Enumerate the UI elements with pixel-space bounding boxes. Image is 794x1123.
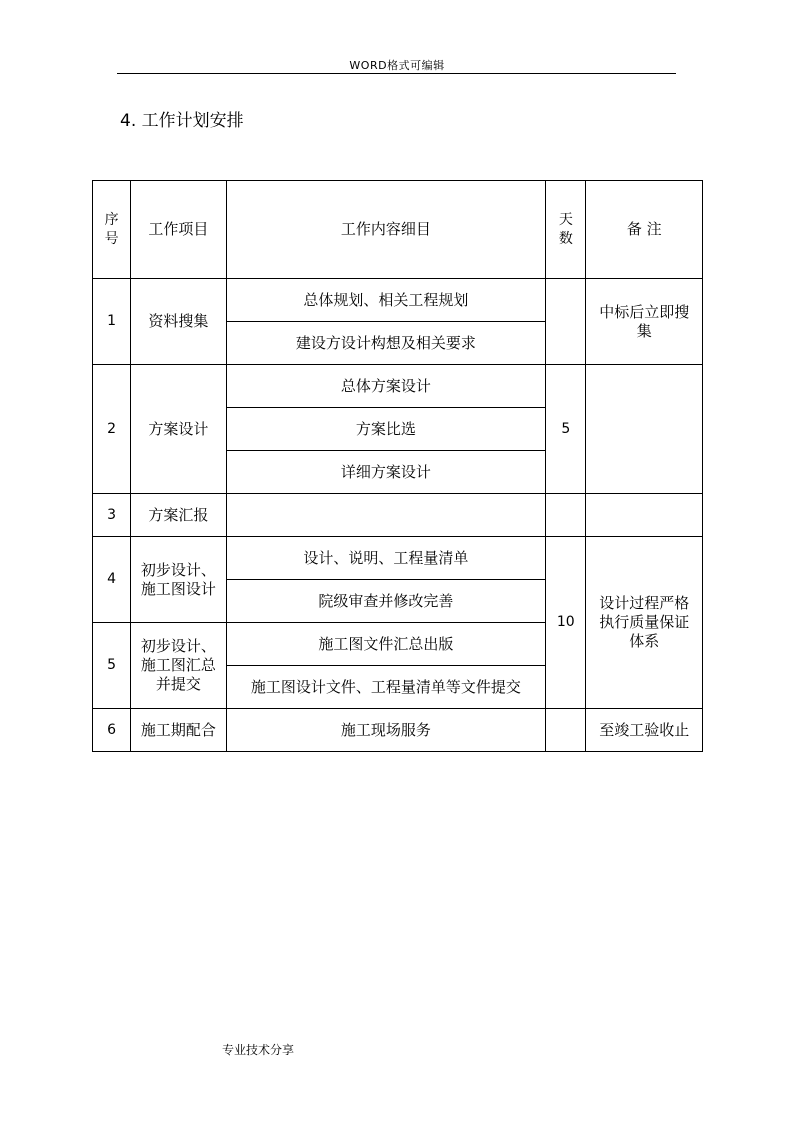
row-content: 施工图文件汇总出版 bbox=[226, 623, 546, 666]
work-plan-table bbox=[92, 180, 703, 752]
row-item: 方案设计 bbox=[131, 365, 226, 494]
row-days: 10 bbox=[546, 537, 586, 709]
header-no: 序号 bbox=[93, 181, 131, 279]
row-item: 施工期配合 bbox=[131, 709, 226, 752]
row-content: 详细方案设计 bbox=[226, 451, 546, 494]
page-header-text: WORD格式可编辑 bbox=[349, 59, 445, 72]
row-content: 总体规划、相关工程规划 bbox=[226, 279, 546, 322]
row-item: 初步设计、施工图汇总并提交 bbox=[131, 623, 226, 709]
row-content: 施工现场服务 bbox=[226, 709, 546, 752]
row-item: 资料搜集 bbox=[131, 279, 226, 365]
row-days bbox=[546, 279, 586, 365]
table-row bbox=[93, 709, 703, 752]
table-header-row bbox=[93, 181, 703, 279]
row-content: 院级审查并修改完善 bbox=[226, 580, 546, 623]
row-content: 总体方案设计 bbox=[226, 365, 546, 408]
table-row bbox=[93, 537, 703, 580]
row-no: 4 bbox=[93, 537, 131, 623]
page-footer-text: 专业技术分享 bbox=[222, 1043, 295, 1057]
table-row bbox=[93, 279, 703, 322]
row-note: 至竣工验收止 bbox=[586, 709, 703, 752]
row-item: 初步设计、施工图设计 bbox=[131, 537, 226, 623]
row-days bbox=[546, 709, 586, 752]
header-rule bbox=[117, 73, 676, 74]
header-item: 工作项目 bbox=[131, 181, 226, 279]
row-note: 中标后立即搜集 bbox=[586, 279, 703, 365]
row-note bbox=[586, 365, 703, 494]
row-content: 设计、说明、工程量清单 bbox=[226, 537, 546, 580]
row-note: 设计过程严格执行质量保证体系 bbox=[586, 537, 703, 709]
row-note bbox=[586, 494, 703, 537]
header-note: 备 注 bbox=[586, 181, 703, 279]
header-content: 工作内容细目 bbox=[226, 181, 546, 279]
table-row bbox=[93, 365, 703, 408]
row-content: 方案比选 bbox=[226, 408, 546, 451]
row-no: 6 bbox=[93, 709, 131, 752]
header-days: 天数 bbox=[546, 181, 586, 279]
row-no: 3 bbox=[93, 494, 131, 537]
row-content: 建设方设计构想及相关要求 bbox=[226, 322, 546, 365]
row-item: 方案汇报 bbox=[131, 494, 226, 537]
row-no: 1 bbox=[93, 279, 131, 365]
row-content bbox=[226, 494, 546, 537]
row-content: 施工图设计文件、工程量清单等文件提交 bbox=[226, 666, 546, 709]
section-title: 4. 工作计划安排 bbox=[120, 111, 244, 131]
table-row bbox=[93, 494, 703, 537]
row-no: 2 bbox=[93, 365, 131, 494]
row-days bbox=[546, 494, 586, 537]
row-no: 5 bbox=[93, 623, 131, 709]
row-days: 5 bbox=[546, 365, 586, 494]
